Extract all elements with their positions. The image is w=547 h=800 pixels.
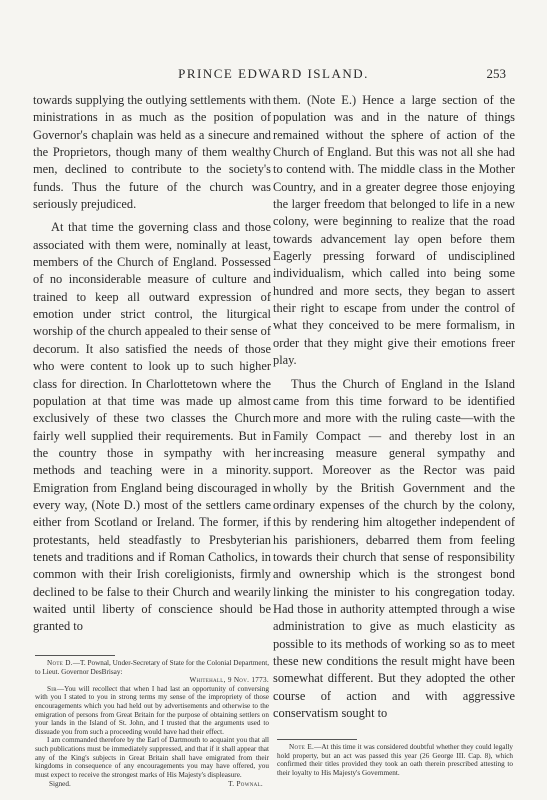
page-number: 253: [486, 66, 506, 81]
left-paragraph-1: towards supplying the outlying settlements with ministrations in as much as the position of Governor's chaplain was held as a sinecure and the Proprietors, though many of them wealthy men, declined to contribute to the society's funds. Thus the future of the church was seriously prejudiced.: [33, 93, 271, 212]
note-d-salutation: Sir: [47, 684, 57, 693]
note-d-signature: T. Pownal.: [228, 780, 263, 789]
right-paragraph-1: them. (Note E.) Hence a large section of the population was and in the nature of things remained without the sphere of action of the Church of England. But this was not all she had to contend with. The middle class in the Mother Country, and in a greater degree those enjoying the larger freedom that belonged to life in a new colony, were beginning to realize that the road towards advancement lay open before them Eagerly pressing forward of undisciplined individualism, which called into being some hundred and more sects, they began to assert their right to escape from under the control of what they conceived to be mere formalism, in order that they might give their emotions freer play.: [273, 93, 515, 368]
left-column: [33, 92, 271, 636]
note-d-signature-line: [35, 779, 269, 789]
footnote-rule-right: [277, 739, 357, 740]
note-d-body-2: I am commanded therefore by the Earl of Dartmouth to acquaint you that all such publications must be immediately suppressed, and that if it shall appear that any of the King's subjects in Great Britain shall have emigrated from their kingdoms in consequence of any encouragements you may have offered, you must expect to receive the strongest marks of His Majesty's displeasure.: [35, 736, 269, 779]
left-paragraph-2: At that time the governing class and those associated with them were, nominally at least, members of the Church of England. Possessed of no inconsiderable measure of culture and trained to keep all outward expression of emotion under strict control, the liturgical worship of the church appealed to their sense of decorum. It also satisfied the needs of those who were content to look up to such higher class for direction. In Charlottetown where the population at that time was made up almost exclusively of these two classes the Church fairly well supplied their requirements. But in the country those in sympathy with her methods and teaching were in a minority. Emigration from England being discouraged in every way, (Note D.) most of the settlers came either from Scotland or Ireland. The former, if protestants, held steadfastly to Presbyterian tenets and traditions and if Roman Catholics, in common with their Irish coreligionists, firmly declined to be false to their Church and wearily waited until liberty of conscience should be granted to: [33, 220, 271, 634]
right-column: [273, 92, 515, 722]
note-d-body-1: —You will recollect that when I had last an opportunity of conversing with you I stated to you in strong terms my sense of the impropriety of those encouragements which you had held out by advertisements and otherwise to the emigration of persons from Great Britain for the purpose of obtaining settlers on your lands in the Island of St. John, and I trusted that the arguments used to dissuade you from such a proceeding would have had their effect.: [35, 684, 269, 736]
running-title: PRINCE EDWARD ISLAND.: [178, 66, 369, 81]
footnote-d: [35, 659, 269, 789]
footnote-rule-left: [35, 655, 115, 656]
right-paragraph-2: Thus the Church of England in the Island came from this time forward to be identified more and more with the ruling caste—with the Family Compact — and thereby lost in an increasing measure general sympathy and support. Moreover as the Rector was paid wholly by the British Government and the ordinary expenses of the church by the colony, this by rendering him altogether independent of his parishioners, debarred them from feeling towards their church that sense of responsibility and ownership which is the strongest bond linking the minister to his congregation today. Had those in authority attempted through a wise administration to give as much elasticity as possible to its methods of working so as to meet these new conditions the result might have been somewhat different. But they adopted the other course of action and with aggressive conservatism sought to: [273, 376, 515, 721]
note-d-signed: Signed.: [49, 780, 71, 789]
note-d-label: Note D.: [47, 659, 73, 667]
note-d-heading: —T. Pownal, Under-Secretary of State for the Colonial Department, to Lieut. Governor DesBrisay:: [35, 659, 269, 676]
footnote-e: [277, 743, 513, 777]
note-e-text: —At this time it was considered doubtful whether they could legally hold property, but an act was passed this year (26 George III. Cap. 8), which confirmed their titles provided they took an oath therein prescribed attesting to their loyalty to His Majesty's Government.: [277, 743, 513, 777]
running-head: [0, 66, 547, 84]
note-e-label: Note E.: [289, 743, 315, 751]
note-d-dateline: Whitehall, 9 Nov. 1773.: [189, 676, 269, 685]
